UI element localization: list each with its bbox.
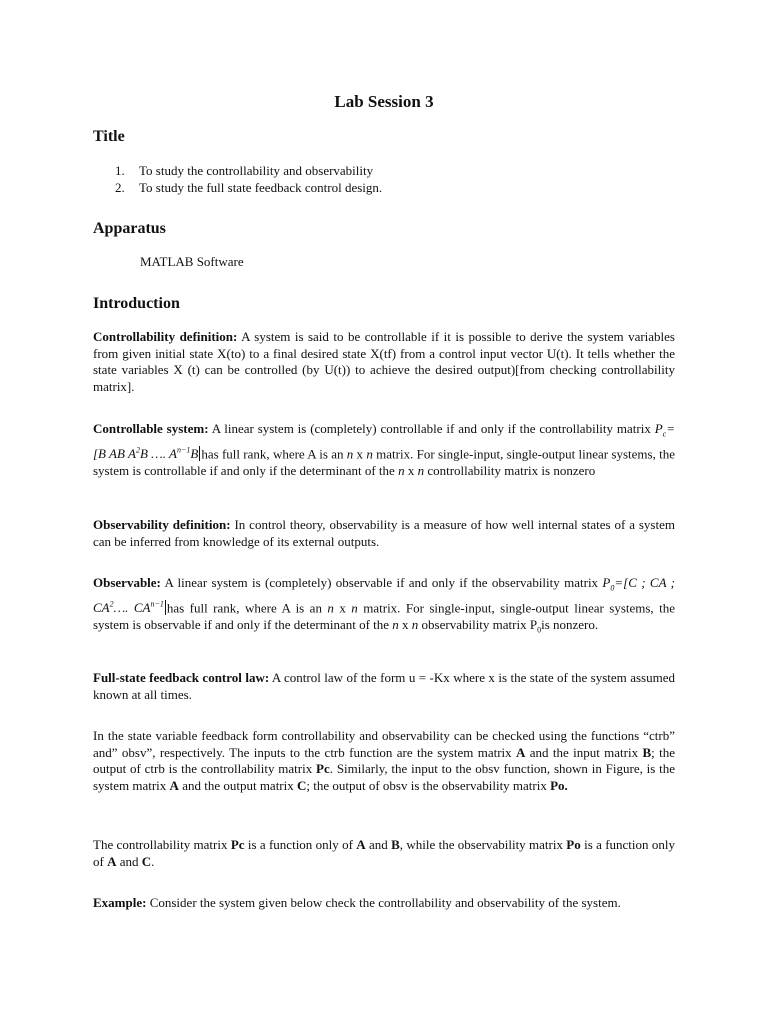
- matrix-dependency-paragraph: The controllability matrix Pc is a function only of A and B, while the observability matrix Po is a function only of A and C.: [93, 837, 675, 869]
- document-title: Lab Session 3: [334, 92, 434, 111]
- list-item: 2. To study the full state feedback control design.: [115, 180, 383, 195]
- controllability-definition-paragraph: Controllability definition: A system is said to be controllable if it is possible to derive the system variables from given initial state X(to) to a final desired state X(tf) from a control input vector U(t). It tells whether the state variables X (t) can be controlled (by U(t)) to achieve the desired output)[from checking controllability matrix].: [93, 329, 675, 394]
- apparatus-heading: Apparatus: [93, 220, 166, 237]
- list-item: 1. To study the controllability and observability: [115, 163, 374, 178]
- apparatus-text: MATLAB Software: [140, 254, 244, 269]
- objectives-list: [115, 162, 382, 196]
- observability-matrix-equation: $P_0=[C$ ; CA ; $CA^2\dots$. $CA^{n-1}$: [93, 575, 675, 616]
- feedback-control-law-paragraph: Full-state feedback control law: A control law of the form u = -Kx where x is the state of the system assumed known at all times.: [93, 670, 675, 702]
- observable-paragraph: Observable: A linear system is (completely) observable if and only if the observability matrix $P_0=[C$ ; CA ; $CA^2\dots$. $CA^{n-1}$ has full rank, where A is an n x n matrix. For single-input, single-output linear systems, the system is observable if and only if the determinant of the n x n observability matrix $P_0is$ nonzero.: [93, 575, 676, 635]
- controllability-matrix-equation: $P_c=[B$ AB $A^2B$ …. $A^{n-1}B$: [93, 421, 675, 462]
- title-heading: Title: [93, 128, 125, 145]
- ctrb-obsv-paragraph: In the state variable feedback form controllability and observability can be checked using the functions “ctrb” and” obsv”, respectively. The inputs to the ctrb function are the system matrix A and the input matrix B; the output of ctrb is the controllability matrix Pc. Similarly, the input to the obsv function, shown in Figure, is the system matrix A and the output matrix C; the output of obsv is the observability matrix Po.: [93, 728, 676, 793]
- observability-definition-paragraph: Observability definition: In control theory, observability is a measure of how well internal states of a system can be inferred from knowledge of its external outputs.: [93, 517, 675, 549]
- controllable-system-paragraph: Controllable system: A linear system is (completely) controllable if and only if the controllability matrix $P_c=[B$ AB $A^2B$ …. $A^{n-1}B$ has full rank, where A is an n x n matrix. For single-input, single-output linear systems, the system is controllable if and only if the determinant of the n x n controllability matrix is nonzero: [93, 421, 675, 478]
- example-paragraph: Example: Consider the system given below check the controllability and observability of the system.: [93, 895, 621, 910]
- introduction-heading: Introduction: [93, 295, 180, 312]
